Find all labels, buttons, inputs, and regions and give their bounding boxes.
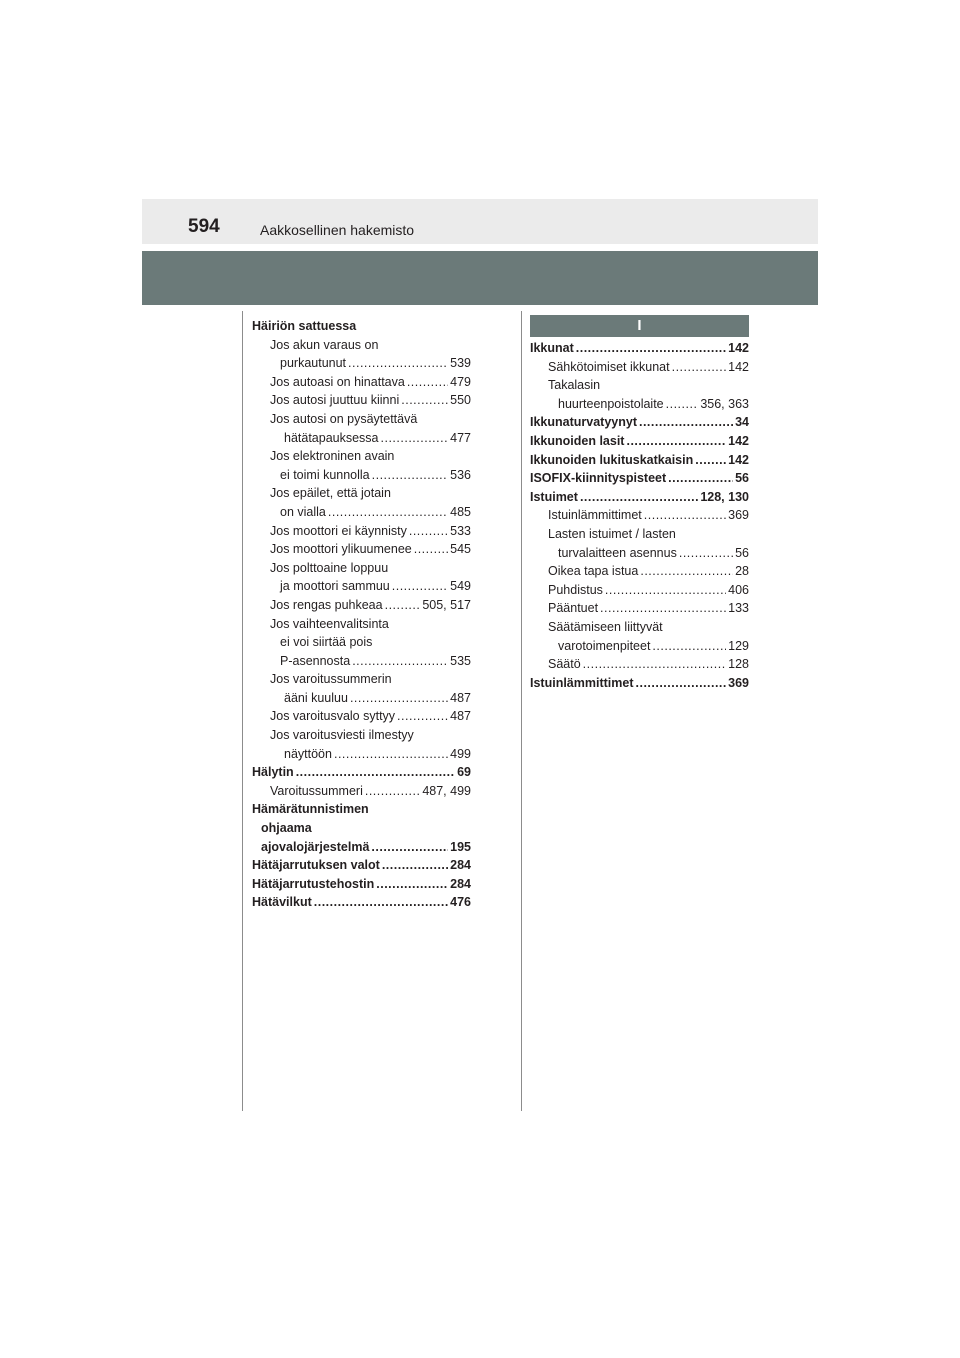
index-subentry: Jos vaihteenvalitsinta	[270, 616, 389, 631]
index-entry: Sähkötoimiset ikkunat ..... 142	[530, 358, 749, 377]
index-entry: ISOFIX-kiinnityspisteet ..... 56	[530, 469, 749, 488]
index-entry: Jos autoasi on hinattava ..... 479	[252, 373, 471, 392]
header-bar	[142, 199, 818, 244]
index-entry: Ikkunoiden lasit ..... 142	[530, 432, 749, 451]
page-number: 594	[188, 216, 220, 237]
index-entry: varotoimenpiteet ..... 129	[530, 637, 749, 656]
index-subentry: Jos akun varaus on	[270, 337, 379, 352]
column-rule-middle	[521, 311, 522, 1111]
index-subentry: Takalasin	[548, 378, 601, 393]
index-subentry: Säätämiseen liittyvät	[548, 619, 663, 634]
index-entry: ei toimi kunnolla ..... 536	[252, 466, 471, 485]
index-entry: Varoitussummeri ..... 487, 499	[252, 782, 471, 801]
index-subentry: Lasten istuimet / lasten	[548, 526, 676, 541]
index-entry: Säätö ..... 128	[530, 655, 749, 674]
index-entry: Jos moottori ylikuumenee ..... 545	[252, 540, 471, 559]
index-heading: Hämärätunnistimen	[252, 802, 369, 817]
index-subentry: ei voi siirtää pois	[280, 635, 373, 650]
index-entry: turvalaitteen asennus ..... 56	[530, 544, 749, 563]
index-entry: huurteenpoistolaite ..... 356, 363	[530, 395, 749, 414]
index-subentry: Jos varoitussummerin	[270, 672, 392, 687]
index-entry: on vialla ..... 485	[252, 503, 471, 522]
index-heading: ohjaama	[261, 821, 312, 836]
section-letter: I	[530, 315, 749, 337]
index-entry: P-asennosta ..... 535	[252, 652, 471, 671]
index-entry: Jos moottori ei käynnisty ..... 533	[252, 522, 471, 541]
index-column-left	[252, 317, 471, 912]
index-entry: Hätävilkut ..... 476	[252, 893, 471, 912]
index-entry: hätätapauksessa ..... 477	[252, 429, 471, 448]
index-heading: Häiriön sattuessa	[252, 319, 357, 333]
index-entry: Jos varoitusvalo syttyy ..... 487	[252, 707, 471, 726]
index-entry: purkautunut ..... 539	[252, 354, 471, 373]
index-entry: Hätäjarrutuksen valot ..... 284	[252, 856, 471, 875]
index-subentry: Jos polttoaine loppuu	[270, 560, 389, 575]
index-entry: Jos rengas puhkeaa ..... 505, 517	[252, 596, 471, 615]
index-entry: ajovalojärjestelmä ..... 195	[252, 838, 471, 857]
index-entry: Oikea tapa istua ..... 28	[530, 562, 749, 581]
index-entry: näyttöön ..... 499	[252, 745, 471, 764]
index-entry: Pääntuet ..... 133	[530, 599, 749, 618]
index-entry: Jos autosi juuttuu kiinni ..... 550	[252, 391, 471, 410]
index-entry: ääni kuuluu ..... 487	[252, 689, 471, 708]
index-column-right	[530, 339, 749, 692]
index-entry: Istuinlämmittimet ..... 369	[530, 674, 749, 693]
index-entry: Hätäjarrutustehostin ..... 284	[252, 875, 471, 894]
index-entry: ja moottori sammuu ..... 549	[252, 577, 471, 596]
index-subentry: Jos epäilet, että jotain	[270, 486, 391, 501]
index-entry: Istuimet ..... 128, 130	[530, 488, 749, 507]
index-entry: Puhdistus ..... 406	[530, 581, 749, 600]
index-entry: Ikkunoiden lukituskatkaisin ..... 142	[530, 451, 749, 470]
index-entry: Ikkunaturvatyynyt ..... 34	[530, 413, 749, 432]
column-rule-left	[242, 311, 243, 1111]
index-entry: Istuinlämmittimet ..... 369	[530, 506, 749, 525]
index-entry: Ikkunat ..... 142	[530, 339, 749, 358]
header-banner	[142, 251, 818, 305]
index-subentry: Jos autosi on pysäytettävä	[270, 411, 418, 426]
page-title: Aakkosellinen hakemisto	[260, 222, 415, 238]
index-entry: Hälytin ..... 69	[252, 763, 471, 782]
index-subentry: Jos varoitusviesti ilmestyy	[270, 728, 414, 743]
index-subentry: Jos elektroninen avain	[270, 449, 395, 464]
